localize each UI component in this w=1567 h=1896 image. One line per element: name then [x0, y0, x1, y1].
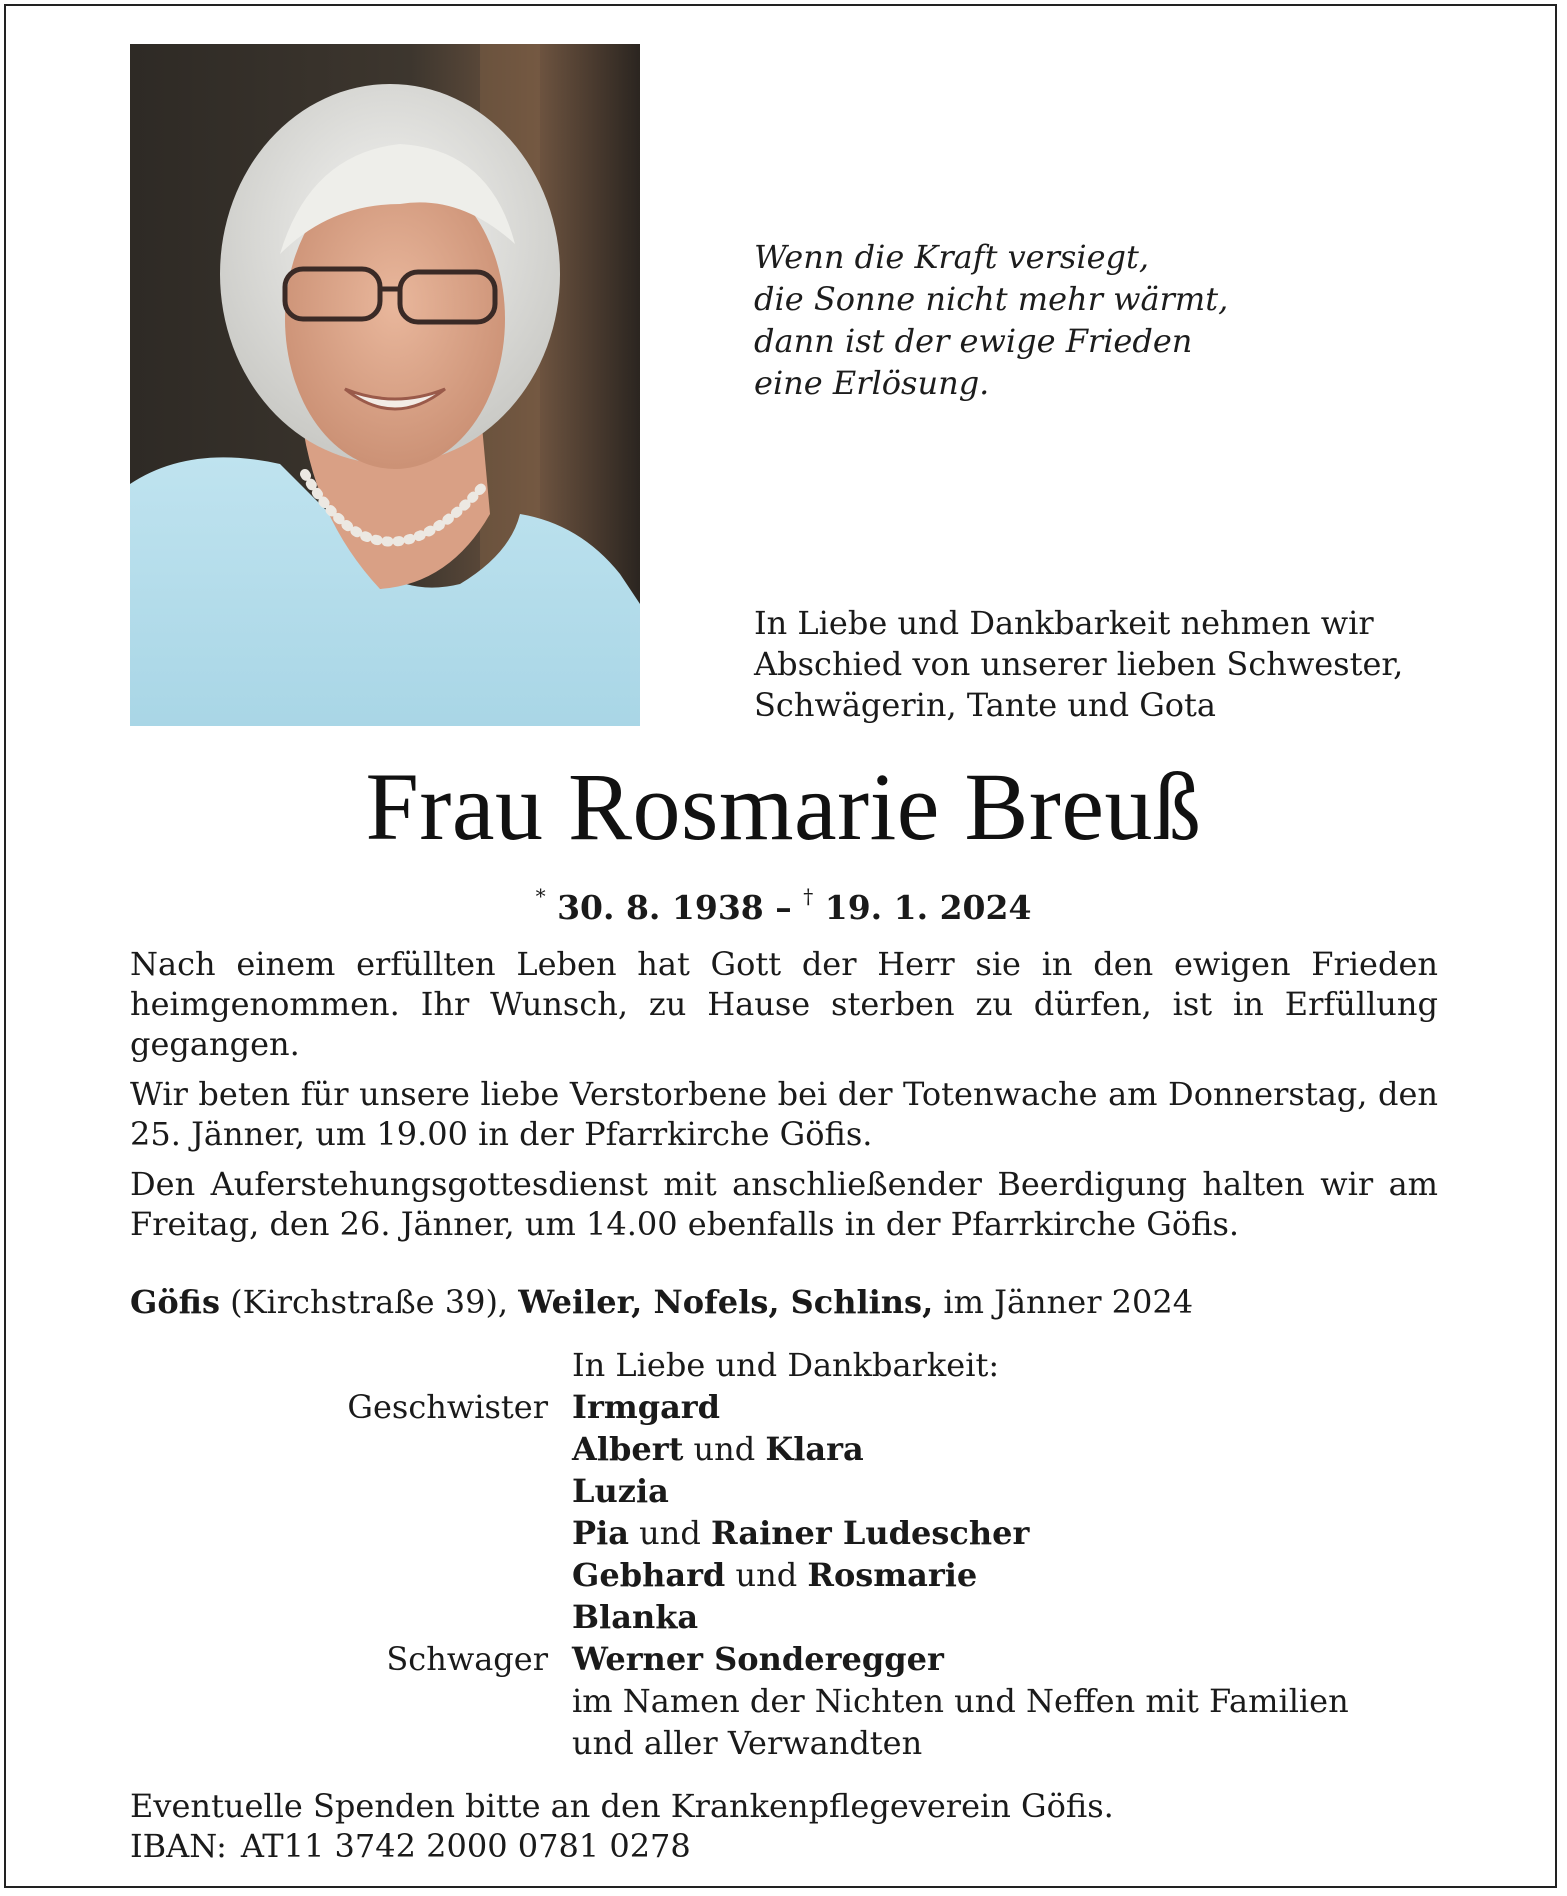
poem-line: die Sonne nicht mehr wärmt,: [754, 280, 1229, 318]
siblings-label: Geschwister: [347, 1388, 548, 1426]
donation-footer: [130, 1786, 1438, 1866]
birth-symbol: *: [535, 884, 546, 908]
intro-line: Abschied von unserer lieben Schwester,: [754, 645, 1404, 683]
notice-body: [130, 944, 1438, 1244]
iban-value: AT11 3742 2000 0781 0278: [240, 1827, 691, 1865]
sibling-name: Blanka: [572, 1598, 699, 1636]
mourners-list: [130, 1344, 1438, 1764]
birth-date: 30. 8. 1938: [557, 888, 764, 927]
sibling-name: Gebhard: [572, 1556, 726, 1594]
intro-line: Schwägerin, Tante und Gota: [754, 686, 1216, 724]
iban-label: IBAN:: [130, 1827, 227, 1865]
place-address: (Kirchstraße 39),: [230, 1283, 509, 1321]
connector: und: [735, 1556, 798, 1594]
date-separator: –: [775, 888, 792, 927]
sibling-name: Pia: [572, 1514, 629, 1552]
brother-in-law-label: Schwager: [386, 1640, 548, 1678]
place-date: im Jänner 2024: [943, 1283, 1194, 1321]
sibling-spouse-name: Rainer Ludescher: [711, 1514, 1030, 1552]
place-and-date: [130, 1282, 1438, 1322]
deceased-name: Frau Rosmarie Breuß: [365, 753, 1202, 860]
place-other-towns: Weiler, Nofels, Schlins,: [518, 1283, 934, 1321]
body-paragraph: Wir beten für unsere liebe Verstorbene bei der Totenwache am Donnerstag, den 25. Jänner, um 19.00 in der Pfarrkirche Göfis.: [130, 1075, 1438, 1153]
poem-line: eine Erlösung.: [754, 364, 990, 402]
sibling-spouse-name: Klara: [765, 1430, 864, 1468]
brother-in-law-name: Werner Sonderegger: [572, 1640, 944, 1678]
mourners-heading: In Liebe und Dankbarkeit:: [572, 1346, 1000, 1384]
poem: [754, 236, 1414, 404]
iban-line: [130, 1826, 1438, 1866]
sibling-name: Irmgard: [572, 1388, 721, 1426]
closing-line: im Namen der Nichten und Neffen mit Familien: [572, 1682, 1349, 1720]
portrait-photo: [130, 44, 640, 726]
sibling-spouse-name: Rosmarie: [807, 1556, 978, 1594]
connector: und: [693, 1430, 756, 1468]
portrait-illustration: [130, 44, 640, 726]
donation-text: Eventuelle Spenden bitte an den Krankenpflegeverein Göfis.: [130, 1787, 1114, 1825]
body-paragraph: Den Auferstehungsgottesdienst mit anschließender Beerdigung halten wir am Freitag, den 26. Jänner, um 14.00 ebenfalls in der Pfarrkirche Göfis.: [130, 1165, 1438, 1243]
life-dates: [0, 880, 1567, 928]
intro-text: [754, 603, 1444, 726]
sibling-name: Albert: [572, 1430, 684, 1468]
poem-line: Wenn die Kraft versiegt,: [754, 238, 1150, 276]
closing-line: und aller Verwandten: [572, 1724, 923, 1762]
sibling-name: Luzia: [572, 1472, 669, 1510]
place-town: Göfis: [130, 1283, 220, 1321]
death-date: 19. 1. 2024: [824, 888, 1032, 927]
death-symbol: †: [803, 884, 814, 908]
connector: und: [639, 1514, 701, 1552]
poem-line: dann ist der ewige Frieden: [754, 322, 1193, 360]
body-paragraph: Nach einem erfüllten Leben hat Gott der Herr sie in den ewigen Frieden heimgenommen. Ihr Wunsch, zu Hause sterben zu dürfen, ist in Erfüllung gegangen.: [130, 945, 1438, 1063]
intro-line: In Liebe und Dankbarkeit nehmen wir: [754, 604, 1374, 642]
